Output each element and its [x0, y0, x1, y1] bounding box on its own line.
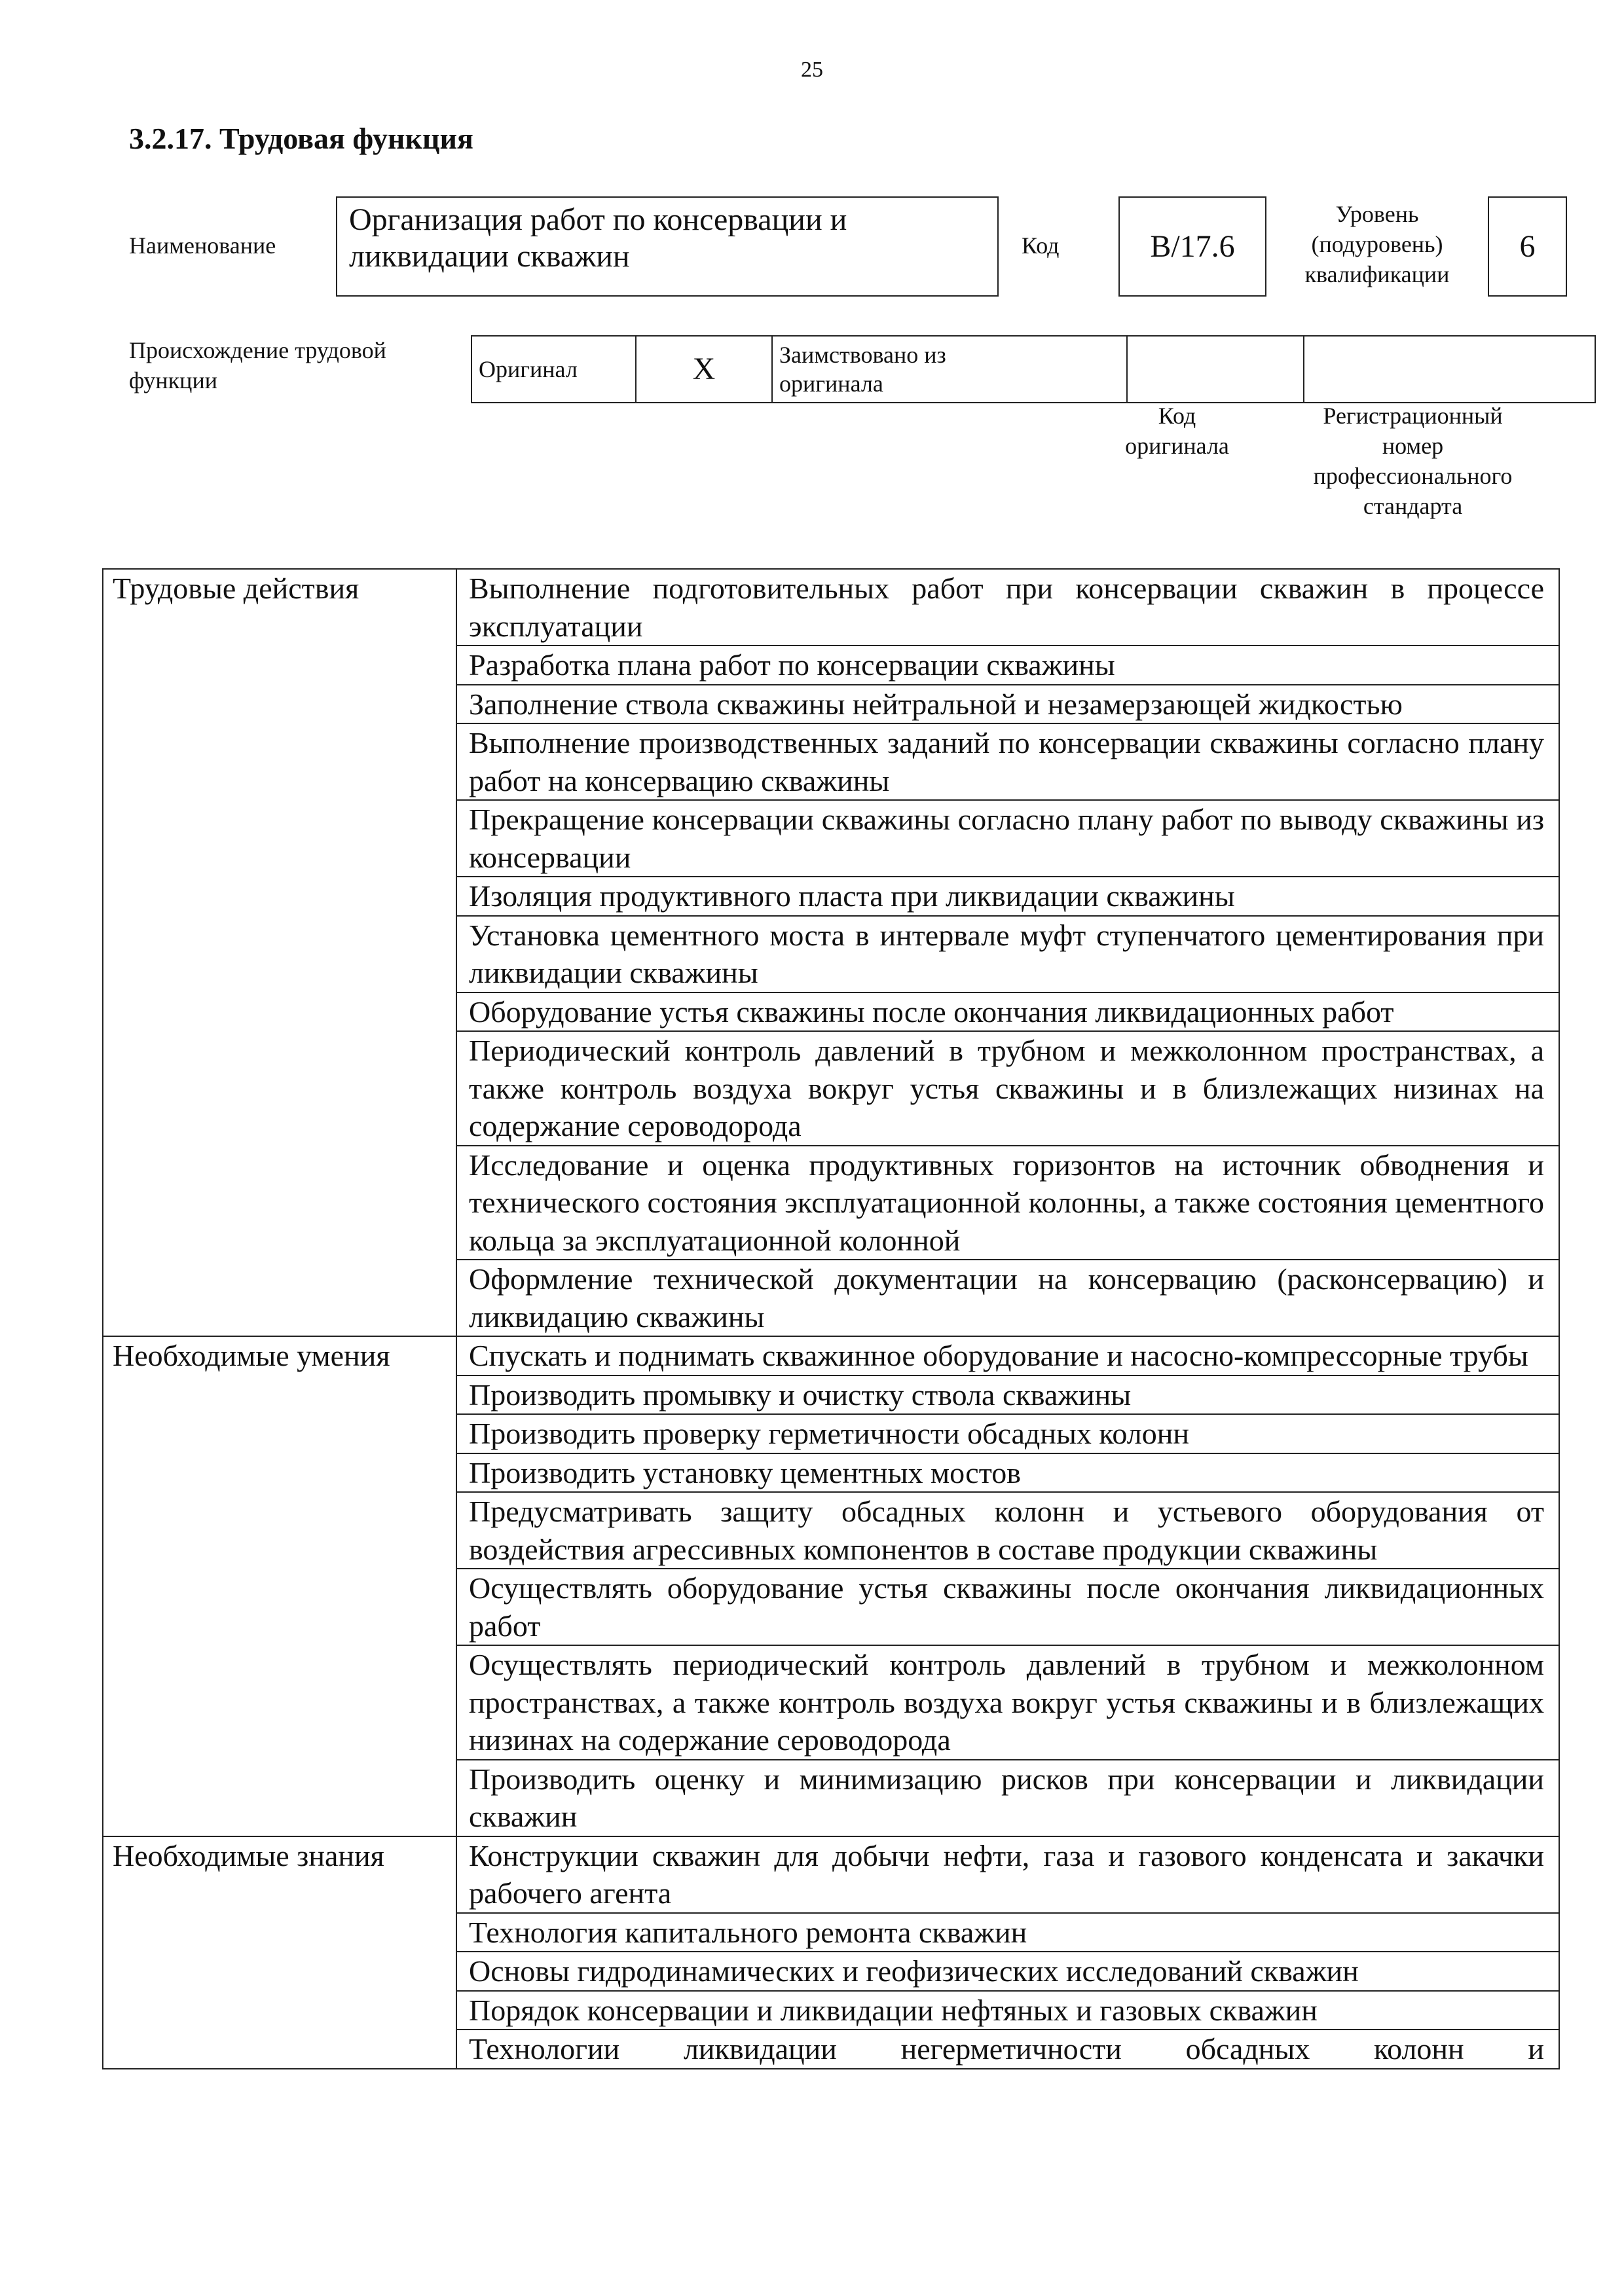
- list-item: Порядок консервации и ликвидации нефтяных и газовых скважин: [456, 1991, 1559, 2030]
- required-knowledge-title: Необходимые знания: [103, 1836, 456, 2069]
- level-label-line-1: Уровень: [1335, 201, 1419, 227]
- list-item: Прекращение консервации скважины согласно плану работ по выводу скважины из консервации: [456, 800, 1559, 877]
- original-code-caption-line-2: оригинала: [1125, 433, 1229, 459]
- list-item: Технология капитального ремонта скважин: [456, 1913, 1559, 1952]
- list-item: Осуществлять периодический контроль давлений в трубном и межколонном пространствах, а также контроль воздуха вокруг устья скважины и в близлежащих низинах на содержание сероводорода: [456, 1645, 1559, 1760]
- original-code-cell: [1127, 336, 1304, 403]
- list-item: Установка цементного моста в интервале муфт ступенчатого цементирования при ликвидации скважины: [456, 916, 1559, 993]
- list-item: Изоляция продуктивного пласта при ликвидации скважины: [456, 877, 1559, 916]
- registration-number-cell: [1304, 336, 1595, 403]
- list-item: Выполнение производственных заданий по консервации скважины согласно плану работ на консервацию скважины: [456, 723, 1559, 800]
- list-item: Предусматривать защиту обсадных колонн и устьевого оборудования от воздействия агрессивных компонентов в составе продукции скважины: [456, 1492, 1559, 1569]
- list-item: Периодический контроль давлений в трубном и межколонном пространствах, а также контроль воздуха вокруг устья скважины и в близлежащих низинах на содержание сероводорода: [456, 1031, 1559, 1146]
- section-title: 3.2.17. Трудовая функция: [129, 122, 473, 155]
- name-label: Наименование: [129, 232, 276, 259]
- labor-actions-title: Трудовые действия: [103, 569, 456, 1336]
- qualification-level-label: [1267, 199, 1487, 289]
- original-mark-cell: X: [636, 336, 772, 403]
- registration-caption-line-1: Регистрационный: [1323, 403, 1503, 429]
- list-item: Заполнение ствола скважины нейтральной и незамерзающей жидкостью: [456, 685, 1559, 724]
- registration-caption-line-2: номер: [1382, 433, 1444, 459]
- list-item: Исследование и оценка продуктивных горизонтов на источник обводнения и технического состояния эксплуатационной колонны, а также состояния цементного кольца за эксплуатационной колонной: [456, 1146, 1559, 1260]
- original-code-caption: [1087, 401, 1267, 461]
- list-item: Производить промывку и очистку ствола скважины: [456, 1376, 1559, 1415]
- function-name-box: Организация работ по консервации и ликвидации скважин: [336, 196, 999, 297]
- level-label-line-2: (подуровень): [1311, 231, 1443, 257]
- list-item: Технологии ликвидации негерметичности обсадных колонн и: [456, 2030, 1559, 2069]
- table-row: [103, 1336, 1559, 1376]
- list-item: Выполнение подготовительных работ при консервации скважин в процессе эксплуатации: [456, 569, 1559, 646]
- qualification-level-box: 6: [1488, 196, 1567, 297]
- table-row: [103, 1836, 1559, 1913]
- function-code-box: B/17.6: [1118, 196, 1266, 297]
- list-item: Спускать и поднимать скважинное оборудование и насосно-компрессорные трубы: [456, 1336, 1559, 1376]
- required-skills-title: Необходимые умения: [103, 1336, 456, 1836]
- origin-label: [129, 335, 386, 395]
- list-item: Осуществлять оборудование устья скважины после окончания ликвидационных работ: [456, 1569, 1559, 1645]
- list-item: Оформление технической документации на консервацию (расконсервацию) и ликвидацию скважины: [456, 1260, 1559, 1336]
- origin-label-line-1: Происхождение трудовой: [129, 337, 386, 363]
- code-label: Код: [1022, 232, 1060, 259]
- table-row: [103, 569, 1559, 646]
- list-item: Основы гидродинамических и геофизических исследований скважин: [456, 1952, 1559, 1991]
- list-item: Конструкции скважин для добычи нефти, газа и газового конденсата и закачки рабочего агента: [456, 1836, 1559, 1913]
- list-item: Производить проверку герметичности обсадных колонн: [456, 1414, 1559, 1453]
- origin-label-line-2: функции: [129, 367, 217, 393]
- level-label-line-3: квалификации: [1304, 261, 1450, 287]
- list-item: Оборудование устья скважины после окончания ликвидационных работ: [456, 993, 1559, 1032]
- registration-caption-line-3: профессионального: [1313, 463, 1513, 489]
- original-label-cell: Оригинал: [471, 336, 636, 403]
- page-number: 25: [801, 58, 823, 82]
- borrowed-label-cell: [772, 336, 1127, 403]
- registration-caption-line-4: стандарта: [1363, 493, 1463, 519]
- borrowed-label-line-1: Заимствовано из: [779, 342, 946, 368]
- labor-function-table: [102, 568, 1560, 2069]
- borrowed-label-line-2: оригинала: [779, 371, 883, 397]
- list-item: Производить установку цементных мостов: [456, 1453, 1559, 1493]
- origin-table: [471, 335, 1596, 403]
- original-code-caption-line-1: Код: [1158, 403, 1196, 429]
- registration-number-caption: [1267, 401, 1559, 521]
- list-item: Разработка плана работ по консервации скважины: [456, 646, 1559, 685]
- list-item: Производить оценку и минимизацию рисков при консервации и ликвидации скважин: [456, 1760, 1559, 1836]
